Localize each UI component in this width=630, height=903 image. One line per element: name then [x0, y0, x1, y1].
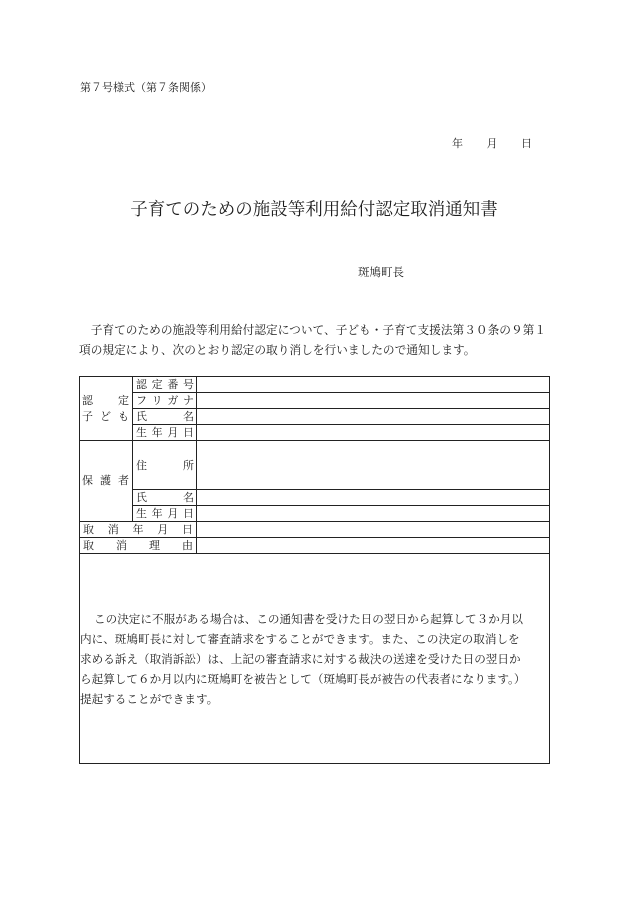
label-glyph: 定 [118, 393, 129, 407]
label-glyph: 取 [83, 539, 94, 552]
date-line [452, 136, 532, 151]
label-glyph: 日 [182, 426, 194, 439]
label-glyph: 氏 [136, 491, 147, 504]
child-birthdate-label [133, 425, 196, 440]
guardian-birthdate-value [197, 506, 550, 522]
label-glyph: 由 [182, 539, 193, 552]
intro-line: 項の規定により、次のとおり認定の取り消しを行いましたので通知します。 [79, 343, 476, 357]
child-name-label [133, 409, 196, 424]
label-glyph: 号 [182, 378, 194, 391]
label-glyph: 取 [83, 523, 94, 536]
table-row [80, 522, 550, 538]
revocation-reason-value [197, 538, 550, 554]
label-glyph: 認 [82, 393, 93, 407]
certification-number-label [133, 377, 196, 392]
child-birthdate-value [197, 425, 550, 441]
label-glyph: 名 [183, 491, 194, 504]
guardian-birthdate-cell [133, 506, 197, 522]
child-furigana-cell [133, 393, 197, 409]
table-row [80, 538, 550, 554]
label-glyph: 月 [486, 137, 498, 150]
child-furigana-label [133, 393, 196, 408]
label-glyph: 日 [182, 507, 194, 520]
intro-paragraph [79, 320, 549, 360]
revocation-date-label [80, 522, 196, 537]
label-glyph: 氏 [136, 410, 147, 423]
guardian-group-cell [80, 441, 133, 522]
issuer-name: 斑鳩町長 [358, 265, 404, 279]
child-group-label-line [80, 409, 132, 425]
certification-number-value [197, 377, 550, 393]
label-glyph: 番 [167, 378, 179, 391]
label-glyph: リ [151, 394, 163, 407]
revocation-date-value [197, 522, 550, 538]
table-row [80, 554, 550, 764]
label-glyph: 認 [136, 378, 147, 391]
label-glyph: 子 [82, 409, 93, 423]
label-glyph: 保 [82, 474, 93, 487]
table-row [80, 409, 550, 425]
appeal-notice-line: ら起算して６か月以内に斑鳩町を被告として（斑鳩町長が被告の代表者になります。） [80, 671, 526, 686]
guardian-address-label [133, 458, 196, 473]
label-glyph: 定 [151, 378, 163, 391]
table-row [80, 377, 550, 393]
child-furigana-value [197, 393, 550, 409]
revocation-date-cell [80, 522, 197, 538]
table-row [80, 425, 550, 441]
guardian-name-value [197, 490, 550, 506]
guardian-address-cell [133, 441, 197, 490]
guardian-group-label [80, 473, 132, 489]
guardian-name-label [133, 490, 196, 505]
label-glyph: 日 [521, 137, 532, 150]
child-name-value [197, 409, 550, 425]
guardian-address-value [197, 441, 550, 490]
revocation-reason-cell [80, 538, 197, 554]
label-glyph: フ [136, 394, 147, 407]
revocation-reason-label [80, 538, 196, 553]
intro-line: 子育てのための施設等利用給付認定について、子ども・子育て支援法第３０条の９第１ [90, 323, 547, 337]
label-glyph: 生 [136, 507, 147, 520]
child-group-label-line [80, 393, 132, 409]
label-glyph: 日 [182, 523, 193, 536]
label-glyph: ど [100, 409, 111, 423]
appeal-notice-line: 求める訴え（取消訴訟）は、上記の審査請求に対する裁決の送達を受けた日の翌日か [80, 651, 521, 666]
revocation-details-table [79, 376, 550, 764]
label-glyph: 月 [167, 507, 179, 520]
label-glyph: 消 [107, 523, 119, 536]
label-glyph: 年 [452, 137, 463, 150]
label-glyph: ナ [182, 394, 194, 407]
label-glyph: 住 [136, 458, 147, 472]
child-name-cell [133, 409, 197, 425]
child-group-label [80, 377, 133, 441]
label-glyph: 名 [183, 410, 194, 423]
label-glyph: 月 [167, 426, 179, 439]
label-glyph: 理 [149, 539, 160, 552]
document-title: 子育てのための施設等利用給付認定取消通知書 [130, 200, 498, 220]
label-glyph: も [118, 409, 129, 423]
table-row [80, 441, 550, 490]
child-birthdate-cell [133, 425, 197, 441]
label-glyph: 年 [151, 426, 163, 439]
label-glyph: 消 [116, 539, 127, 552]
guardian-birthdate-label [133, 506, 196, 521]
table-row [80, 490, 550, 506]
label-glyph: 所 [183, 458, 194, 472]
appeal-notice-line: 内に、斑鳩町長に対して審査請求をすることができます。また、この決定の取消しを [80, 631, 520, 646]
label-glyph: 護 [100, 474, 111, 487]
appeal-notice [80, 554, 550, 764]
guardian-name-cell [133, 490, 197, 506]
label-glyph: 月 [157, 523, 169, 536]
table-row [80, 506, 550, 522]
label-glyph: 生 [136, 426, 147, 439]
table-row [80, 393, 550, 409]
label-glyph: 者 [118, 474, 129, 487]
form-number: 第７号様式（第７条関係） [80, 81, 212, 94]
appeal-notice-line: この決定に不服がある場合は、この通知書を受けた日の翌日から起算して３か月以 [94, 611, 523, 626]
certification-number-cell [133, 377, 197, 393]
label-glyph: 年 [151, 507, 163, 520]
appeal-notice-line: 提起することができます。 [80, 691, 219, 706]
label-glyph: 年 [132, 523, 144, 536]
label-glyph: ガ [167, 394, 179, 407]
